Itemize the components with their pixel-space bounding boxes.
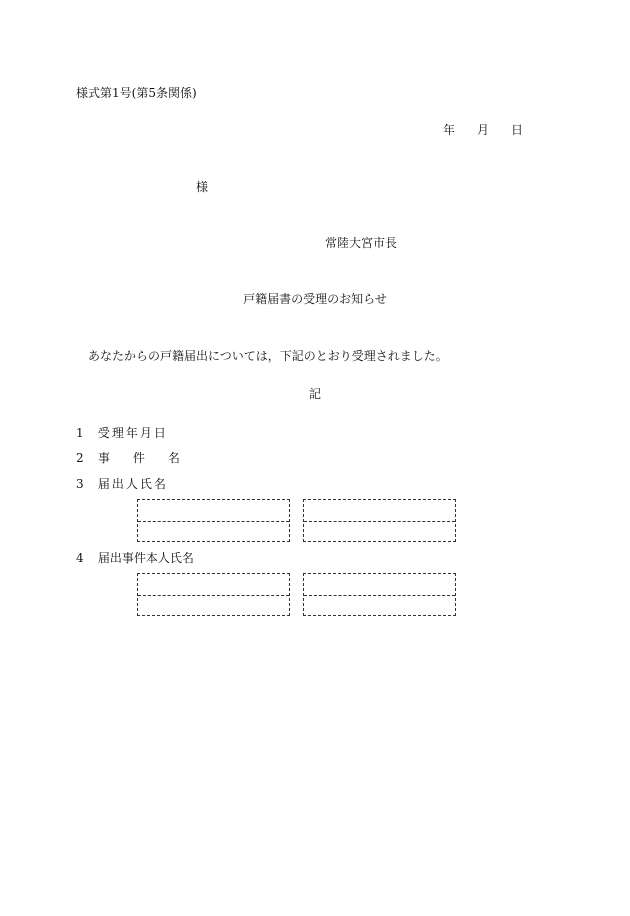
box-divider [304, 521, 455, 522]
item-label [98, 477, 166, 491]
item-number: 3 [76, 477, 84, 491]
label-char: 日 [153, 426, 166, 440]
notifier-name-box-right [303, 499, 456, 542]
item-label [98, 451, 180, 465]
date-line [443, 123, 523, 137]
label-char: 名 [167, 451, 180, 465]
label-char: 年 [125, 426, 138, 440]
label-char: 事 [97, 451, 110, 465]
box-divider [304, 595, 455, 596]
item-number: 2 [76, 451, 84, 465]
date-month-label: 月 [477, 123, 490, 137]
item-notifier-name [76, 477, 166, 491]
label-char: 受 [97, 426, 110, 440]
form-number: 様式第1号(第5条関係) [76, 86, 197, 100]
subject-name-box-left [137, 573, 290, 616]
item-number: 4 [76, 551, 84, 565]
addressee-honorific: 様 [196, 180, 209, 194]
label-char: 出 [111, 477, 124, 491]
item-receipt-date [76, 426, 168, 440]
document-title: 戸籍届書の受理のお知らせ [243, 292, 387, 306]
label-char: 月 [139, 426, 152, 440]
item-subject-name [76, 551, 194, 565]
date-year-label: 年 [443, 123, 456, 137]
label-char: 届 [97, 477, 110, 491]
label-char: 理 [111, 426, 124, 440]
item-label: 届出事件本人氏名 [97, 551, 194, 565]
label-char: 件 [132, 451, 145, 465]
body-text: あなたからの戸籍届出については，下記のとおり受理されました。 [88, 349, 448, 363]
date-day-label: 日 [511, 123, 524, 137]
subject-name-box-right [303, 573, 456, 616]
item-label [98, 426, 168, 440]
ki-heading: 記 [308, 387, 321, 401]
item-case-name [76, 451, 180, 465]
issuer-name: 常陸大宮市長 [325, 236, 398, 250]
label-char: 人 [125, 477, 138, 491]
box-divider [138, 595, 289, 596]
item-number: 1 [76, 426, 84, 440]
box-divider [138, 521, 289, 522]
notifier-name-box-left [137, 499, 290, 542]
label-char: 氏 [139, 477, 152, 491]
label-char: 名 [153, 477, 166, 491]
